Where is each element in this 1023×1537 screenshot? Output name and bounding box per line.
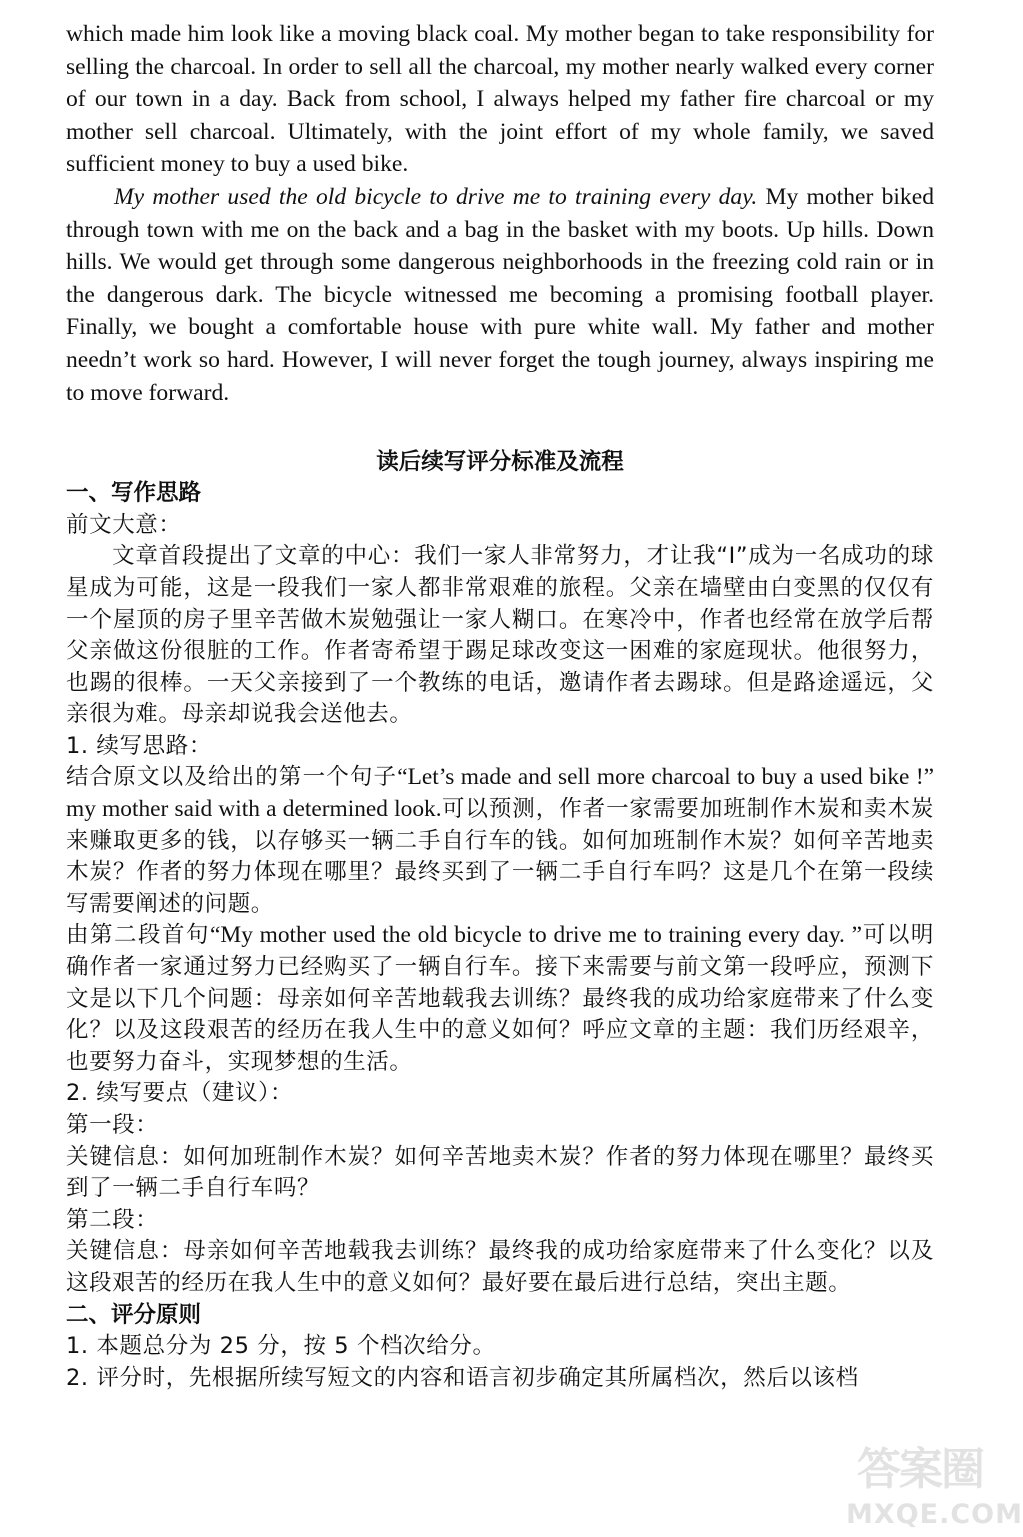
idea2-lead: 由第二段首句 — [66, 922, 211, 949]
points-label: 2. 续写要点（建议）： — [66, 1080, 294, 1107]
idea-paragraph-1 — [66, 762, 934, 920]
english-paragraph-2-text: My mother biked through town with me on the back and a bag in the basket with my boots. Up hills. Down hills. We would get through some dangerous neighborhoods in the freezing cold rain or in the dangerous dark. The bicycle witnessed me becoming a promising football player. Finally, we bought a comfortable house with pure white wall. My father and mother needn’t work so hard. However, I will never forget the tough journey, always inspiring me to move forward. — [66, 183, 934, 406]
english-paragraph-1-text: which made him look like a moving black coal. My mother began to take responsibility for selling the charcoal. In order to sell all the charcoal, my mother nearly walked every corner of our town in a day. Back from school, I always helped my father fire charcoal or my mother sell charcoal. Ultimately, with the joint effort of my whole family, we saved sufficient money to buy a used bike. — [66, 21, 934, 178]
english-paragraph-2 — [66, 181, 934, 409]
scoring-item-2: 2. 评分时，先根据所续写短文的内容和语言初步确定其所属档次，然后以该档 — [66, 1364, 859, 1391]
site-watermark — [846, 1443, 1023, 1533]
watermark-logo-text: 答案圈 — [857, 1444, 983, 1495]
document-page — [66, 18, 934, 1394]
para2-label: 第二段： — [66, 1206, 159, 1233]
given-opening-sentence: My mother used the old bicycle to drive me to training every day. — [114, 183, 758, 210]
english-paragraph-1 — [66, 18, 934, 181]
summary-label: 前文大意： — [66, 511, 182, 538]
idea-paragraph-2 — [66, 920, 934, 1078]
para1-label: 第一段： — [66, 1112, 159, 1138]
idea-label: 1. 续写思路： — [66, 732, 212, 759]
idea1-lead: 结合原文以及给出的第一个句子 — [66, 764, 398, 791]
para1-key-info: 关键信息：如何加班制作木炭？如何辛苦地卖木炭？作者的努力体现在哪里？最终买到了一辆二手自行车吗？ — [66, 1143, 934, 1202]
idea2-quote: “My mother used the old bicycle to drive me to training every day. ” — [210, 922, 862, 949]
watermark-url: MXQE.COM — [846, 1499, 1023, 1530]
heading-scoring-principles: 二、评分原则 — [66, 1301, 202, 1328]
heading-writing-ideas: 一、写作思路 — [66, 480, 202, 507]
scoring-item-1: 1. 本题总分为 25 分，按 5 个档次给分。 — [66, 1333, 496, 1360]
idea2-text: 可以明确作者一家通过努力已经购买了一辆自行车。接下来需要与前文第一段呼应，预测下文是以下几个问题：母亲如何辛苦地载我去训练？最终我的成功给家庭带来了什么变化？以及这段艰苦的经历在我人生中的意义如何？呼应文章的主题：我们历经艰辛，也要努力奋斗，实现梦想的生活。 — [66, 922, 934, 1075]
para2-key-info: 关键信息：母亲如何辛苦地载我去训练？最终我的成功给家庭带来了什么变化？以及这段艰苦的经历在我人生中的意义如何？最好要在最后进行总结，突出主题。 — [66, 1238, 934, 1296]
idea1-quote: “Let’s made and sell more charcoal to buy a used bike !” my mother said with a determined look. — [66, 764, 934, 823]
section-title: 读后续写评分标准及流程 — [376, 449, 624, 476]
idea1-text: 可以预测，作者一家需要加班制作木炭和卖木炭来赚取更多的钱，以存够买一辆二手自行车的钱。如何加班制作木炭？如何辛苦地卖木炭？作者的努力体现在哪里？最终买到了一辆二手自行车吗？这是几个在第一段续写需要阐述的问题。 — [66, 796, 934, 917]
summary-text: 文章首段提出了文章的中心：我们一家人非常努力，才让我“I”成为一名成功的球星成为可能，这是一段我们一家人都非常艰难的旅程。父亲在墙壁由白变黑的仅仅有一个屋顶的房子里辛苦做木炭勉强让一家人糊口。在寒冷中，作者也经常在放学后帮父亲做这份很脏的工作。作者寄希望于踢足球改变这一困难的家庭现状。他很努力，也踢的很棒。一天父亲接到了一个教练的电话，邀请作者去踢球。但是路途遥远，父亲很为难。母亲却说我会送他去。 — [66, 543, 934, 728]
summary-paragraph — [66, 541, 934, 731]
